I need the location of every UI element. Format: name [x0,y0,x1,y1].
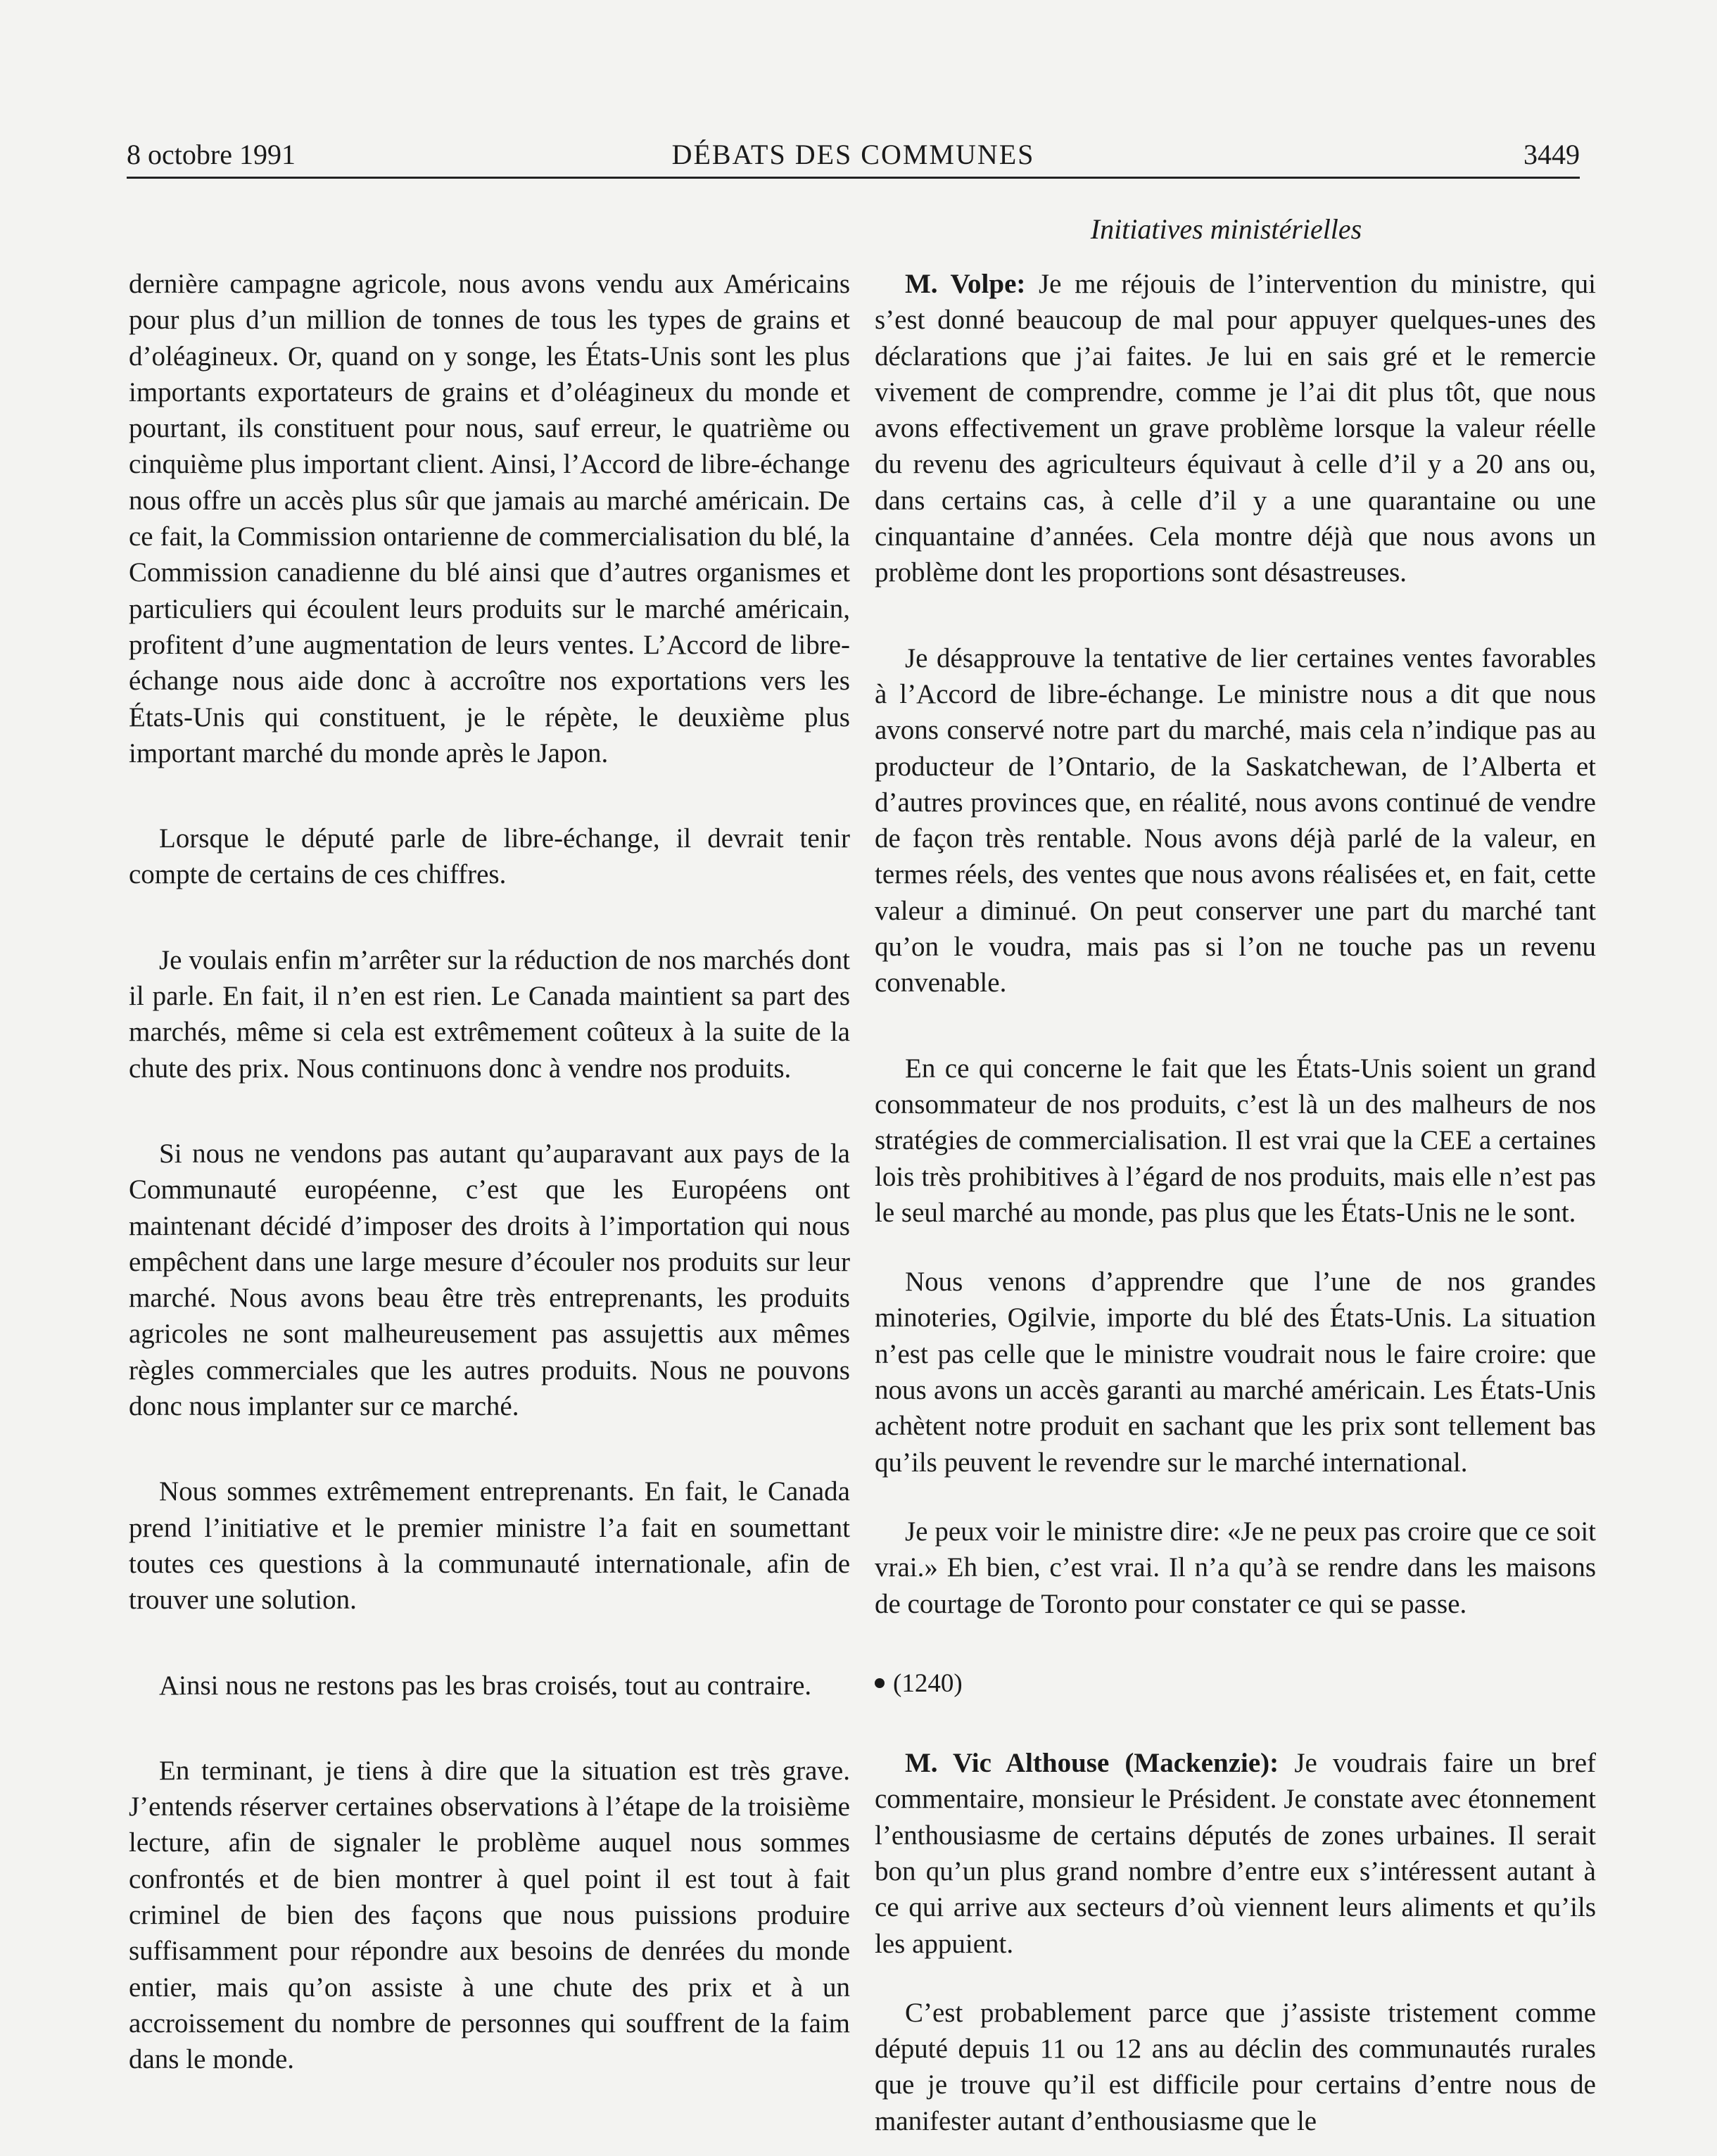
speaker-althouse: M. Vic Althouse (Mackenzie): [905,1748,1279,1779]
althouse-paragraph [875,1745,1596,1962]
left-paragraph-6: Ainsi nous ne restons pas les bras croisés, tout au contraire. [159,1670,812,1701]
left-paragraph-3: Je voulais enfin m’arrêter sur la réduction de nos marchés dont il parle. En fait, il n’en est rien. Le Canada maintient sa part des marchés, même si cela est extrêmement coûteux à la suite de la chute des prix. Nous continuons donc à vendre nos produits. [129,944,850,1084]
althouse-text: Je voudrais faire un bref commentaire, monsieur le Président. Je constate avec étonnement l’enthousiasme de certains députés de zones urbaines. Il serait bon qu’un plus grand nombre d’entre eux s’intéressent autant à ce qui arrive aux secteurs d’où viennent leurs aliments et qu’ils les appuient. [875,1748,1596,1959]
right-column [875,266,1596,2139]
right-paragraph-3: En ce qui concerne le fait que les États-Unis soient un grand consommateur de nos produits, c’est là un des malheurs de nos stratégies de commercialisation. Il est vrai que la CEE a certaines lois très prohibitives à l’égard de nos produits, mais elle n’est pas le seul marché au monde, pas plus que les États-Unis ne le sont. [875,1053,1596,1228]
header-title: DÉBATS DES COMMUNES [671,139,1035,170]
header-rule [127,177,1580,179]
timestamp-marker [875,1666,1596,1701]
left-paragraph-4: Si nous ne vendons pas autant qu’auparavant aux pays de la Communauté européenne, c’est que les Européens ont maintenant décidé d’imposer des droits à l’importation qui nous empêchent dans une large mesure d’écouler nos produits sur leur marché. Nous avons beau être très entreprenants, les produits agricoles ne sont malheureusement pas assujettis aux mêmes règles commerciales que les autres produits. Nous ne pouvons donc nous implanter sur ce marché. [129,1138,850,1422]
left-paragraph-7: En terminant, je tiens à dire que la situation est très grave. J’entends réserver certaines observations à l’étape de la troisième lecture, afin de signaler le problème auquel nous sommes confrontés et de bien montrer à quel point il est tout à fait criminel de bien des façons que nous puissions produire suffisamment pour répondre aux besoins de denrées du monde entier, mais qu’on assiste à une chute des prix et à un accroissement du nombre de personnes qui souffrent de la faim dans le monde. [129,1755,850,2075]
right-paragraph-2: Je désapprouve la tentative de lier certaines ventes favorables à l’Accord de libre-échange. Le ministre nous a dit que nous avons conservé notre part du marché, mais cela n’indique pas au producteur de l’Ontario, de la Saskatchewan, de l’Alberta et d’autres provinces que, en réalité, nous avons continué de vendre de façon très rentable. Nous avons déjà parlé de la valeur, en termes réels, des ventes que nous avons réalisées et, en fait, cette valeur a diminué. On peut conserver une part du marché tant qu’on le voudra, mais pas si l’on ne touche pas un revenu convenable. [875,642,1596,998]
bullet-icon [875,1678,885,1688]
left-column [129,266,850,2077]
timestamp-text: (1240) [893,1668,963,1698]
left-paragraph-1: dernière campagne agricole, nous avons vendu aux Américains pour plus d’un million de tonnes de tous les types de grains et d’oléagineux. Or, quand on y songe, les États-Unis sont les plus importants exportateurs de grains et d’oléagineux du monde et pourtant, ils constituent pour nous, sauf erreur, le quatrième ou cinquième plus important client. Ainsi, l’Accord de libre-échange nous offre un accès plus sûr que jamais au marché américain. De ce fait, la Commission ontarienne de commercialisation du blé, la Commission canadienne du blé ainsi que d’autres organismes et particuliers qui écoulent leurs produits sur le marché américain, profitent d’une augmentation de leurs ventes. L’Accord de libre-échange nous aide donc à accroître nos exportations vers les États-Unis qui constituent, je le répète, le deuxième plus important marché du monde après le Japon. [129,269,850,768]
right-paragraph-4: Nous venons d’apprendre que l’une de nos grandes minoteries, Ogilvie, importe du blé des États-Unis. La situation n’est pas celle que le ministre voudrait nous le faire croire: que nous avons un accès garanti au marché américain. Les États-Unis achètent notre produit en sachant que les prix sont tellement bas qu’ils peuvent le revendre sur le marché international. [875,1267,1596,1478]
volpe-paragraph [875,266,1596,591]
page-number: 3449 [1523,139,1580,170]
right-paragraph-5: Je peux voir le ministre dire: «Je ne peux pas croire que ce soit vrai.» Eh bien, c’est vrai. Il n’a qu’à se rendre dans les maisons de courtage de Toronto pour constater ce qui se passe. [875,1516,1596,1619]
section-title: Initiatives ministérielles [1090,213,1362,245]
header-date: 8 octobre 1991 [127,139,296,170]
page-header [127,138,1580,180]
volpe-text: Je me réjouis de l’intervention du ministre, qui s’est donné beaucoup de mal pour appuyer quelques-unes des déclarations que j’ai faites. Je lui en sais gré et le remercie vivement de comprendre, comme je l’ai dit plus tôt, que nous avons effectivement un grave problème lorsque la valeur réelle du revenu des agriculteurs équivaut à celle d’il y a 20 ans ou, dans certains cas, à celle d’il y a une quarantaine ou une cinquantaine d’années. Cela montre déjà que nous avons un problème dont les proportions sont désastreuses. [875,269,1596,588]
left-paragraph-2: Lorsque le député parle de libre-échange, il devrait tenir compte de certains de ces chiffres. [129,823,850,890]
right-paragraph-7: C’est probablement parce que j’assiste tristement comme député depuis 11 ou 12 ans au déclin des communautés rurales que je trouve qu’il est difficile pour certains d’entre nous de manifester autant d’enthousiasme que le [875,1997,1596,2136]
speaker-volpe: M. Volpe: [905,269,1026,299]
left-paragraph-5: Nous sommes extrêmement entreprenants. En fait, le Canada prend l’initiative et le premier ministre l’a fait en soumettant toutes ces questions à la communauté internationale, afin de trouver une solution. [129,1476,850,1616]
